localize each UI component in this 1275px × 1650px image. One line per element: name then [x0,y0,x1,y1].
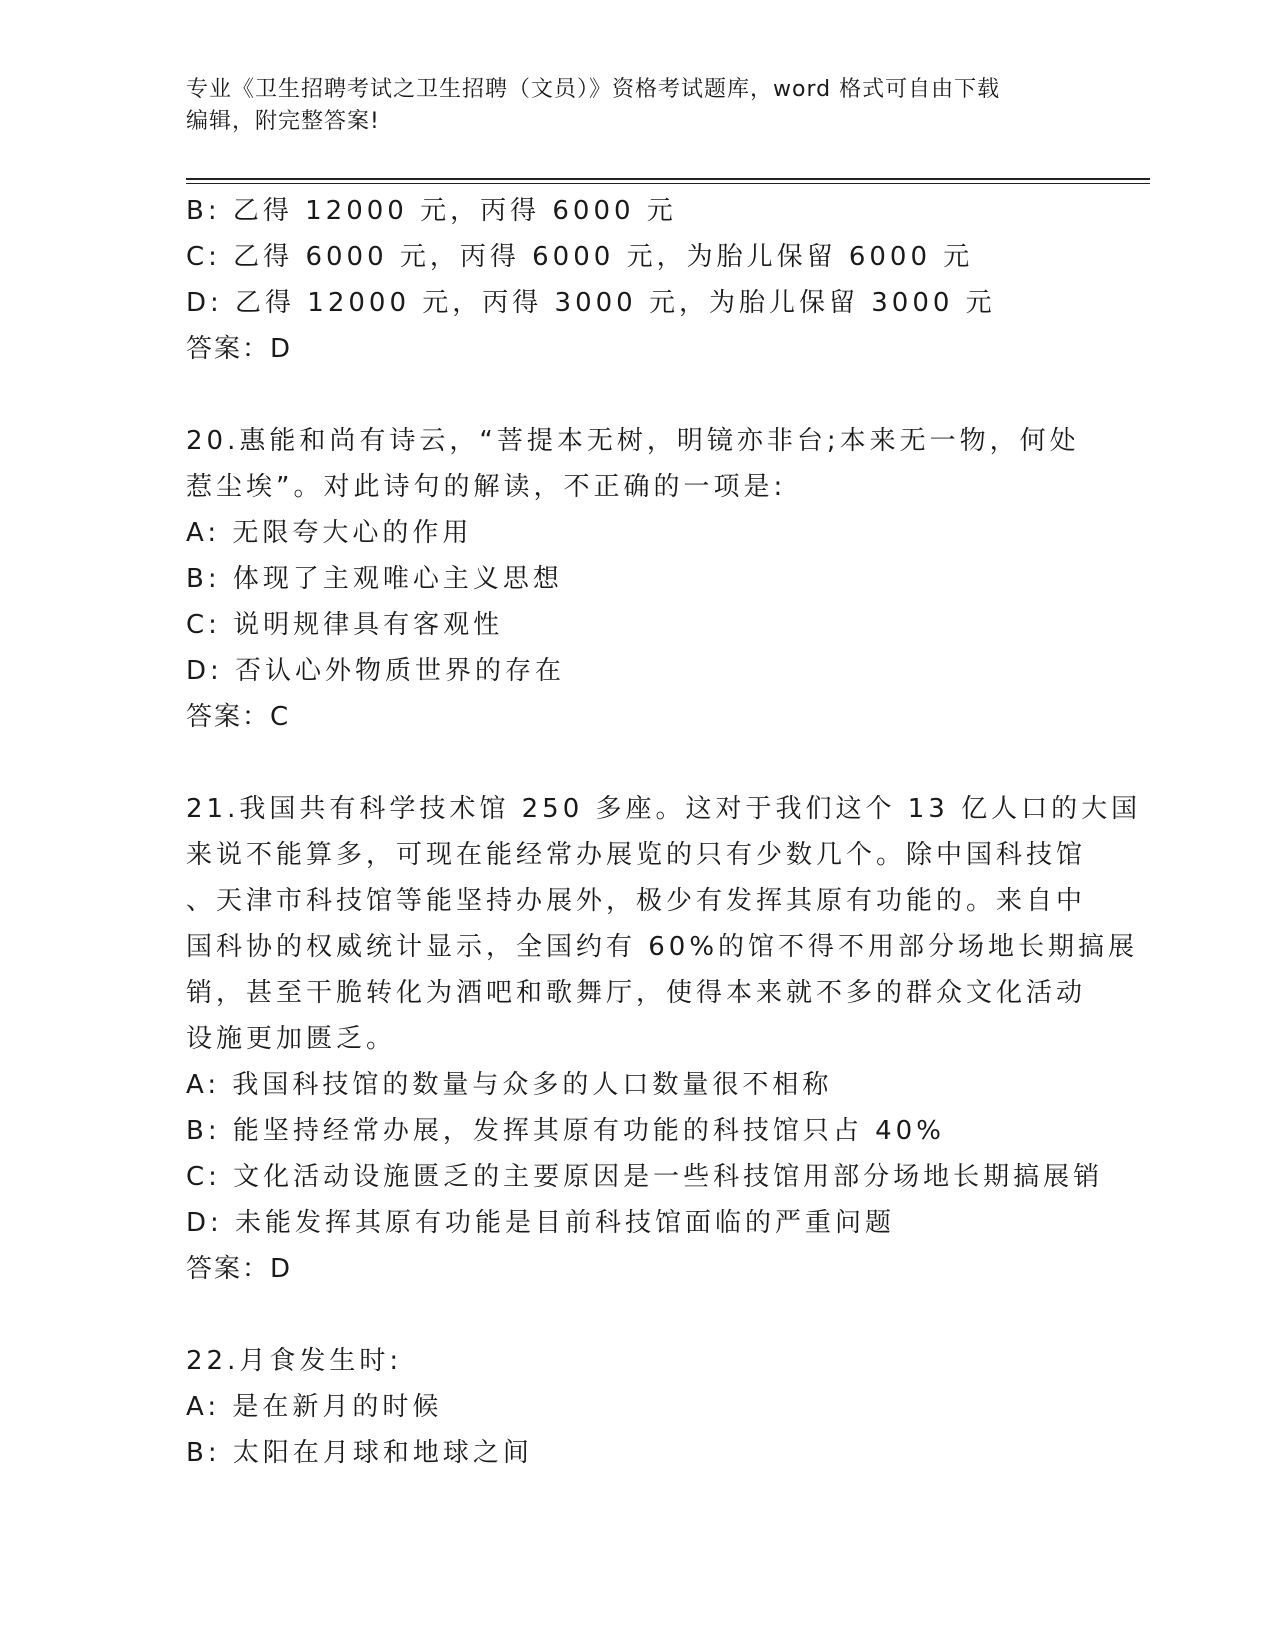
header-line-1: 专业《卫生招聘考试之卫生招聘（文员）》资格考试题库，word 格式可自由下载 [186,77,1001,102]
question-stem: 设施更加匮乏。 [186,1024,397,1054]
question-19-tail [186,188,1086,372]
header-rule-thick [186,178,1150,180]
document-header [186,74,1106,138]
option-b: B: 太阳在月球和地球之间 [186,1438,533,1468]
question-stem: 销，甚至干脆转化为酒吧和歌舞厅，使得本来就不多的群众文化活动 [186,978,1087,1008]
option-b: B: 体现了主观唯心主义思想 [186,564,563,594]
option-a: A: 无限夸大心的作用 [186,518,473,548]
question-stem: 22.月食发生时: [186,1346,403,1376]
question-stem: 惹尘埃”。对此诗句的解读，不正确的一项是: [186,472,787,502]
option-c: C: 说明规律具有客观性 [186,610,504,640]
question-22 [186,1338,1086,1476]
option-b: B: 乙得 12000 元，丙得 6000 元 [186,196,677,226]
option-c: C: 文化活动设施匮乏的主要原因是一些科技馆用部分场地长期搞展销 [186,1162,1104,1192]
header-line-2: 编辑，附完整答案! [186,109,380,134]
question-stem: 21.我国共有科学技术馆 250 多座。这对于我们这个 13 亿人口的大国 [186,794,1142,824]
question-stem: 国科协的权威统计显示，全国约有 60%的馆不得不用部分场地长期搞展 [186,932,1139,962]
option-d: D: 未能发挥其原有功能是目前科技馆面临的严重问题 [186,1208,896,1238]
question-stem: 、天津市科技馆等能坚持办展外，极少有发挥其原有功能的。来自中 [186,886,1087,916]
question-21 [186,786,1142,1292]
question-stem: 20.惠能和尚有诗云，“菩提本无树，明镜亦非台;本来无一物，何处 [186,426,1080,456]
answer-line: 答案：C [186,702,291,732]
option-b: B: 能坚持经常办展，发挥其原有功能的科技馆只占 40% [186,1116,945,1146]
option-a: A: 是在新月的时候 [186,1392,443,1422]
option-a: A: 我国科技馆的数量与众多的人口数量很不相称 [186,1070,833,1100]
question-stem: 来说不能算多，可现在能经常办展览的只有少数几个。除中国科技馆 [186,840,1087,870]
question-20 [186,418,1086,740]
answer-line: 答案：D [186,334,293,364]
document-body [186,188,1142,1476]
option-d: D: 乙得 12000 元，丙得 3000 元，为胎儿保留 3000 元 [186,288,996,318]
answer-line: 答案：D [186,1254,293,1284]
header-rule-thin [186,183,1150,184]
option-d: D: 否认心外物质世界的存在 [186,656,566,686]
option-c: C: 乙得 6000 元，丙得 6000 元，为胎儿保留 6000 元 [186,242,974,272]
